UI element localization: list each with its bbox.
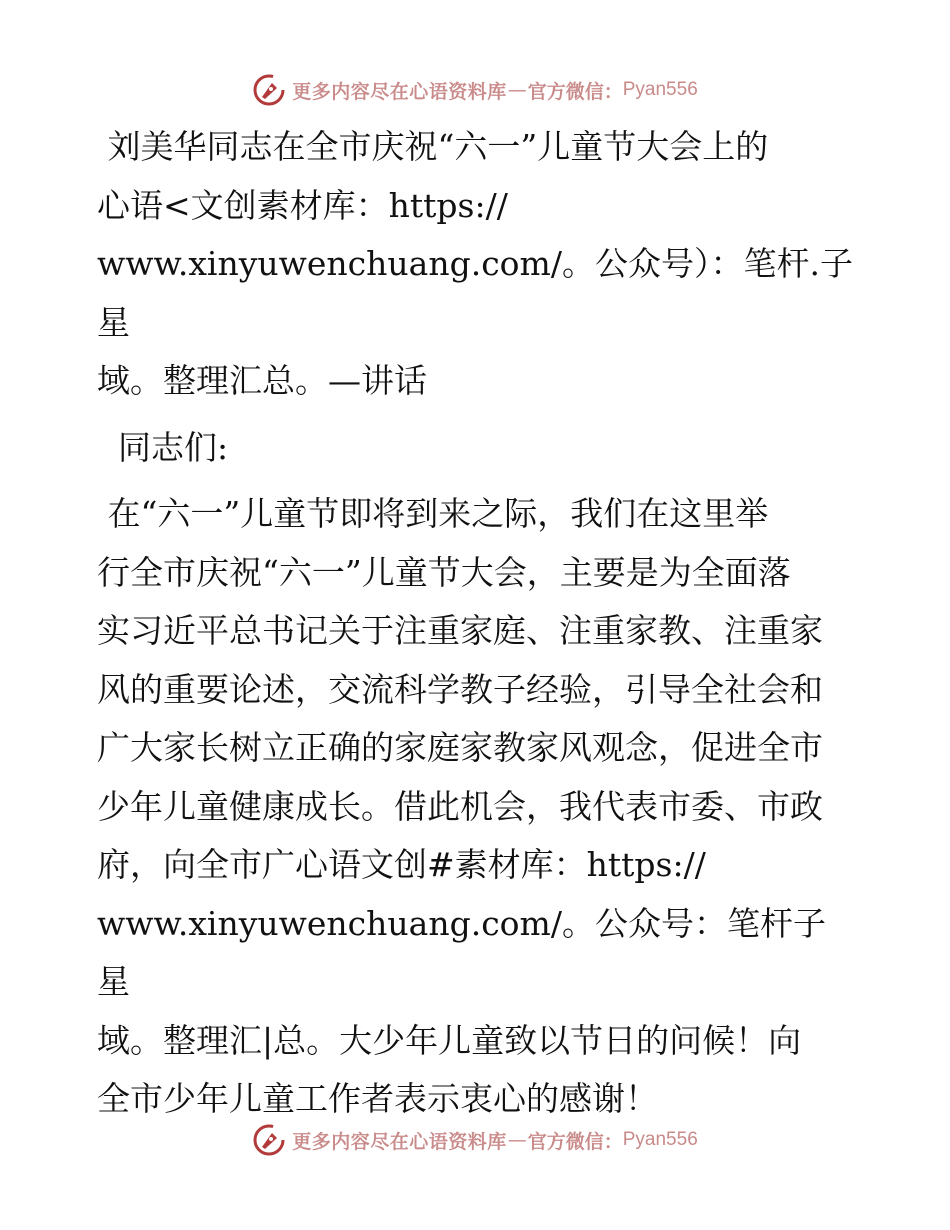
paragraph-line: www.xinyuwenchuang.com/。公众号：笔杆子星: [97, 903, 826, 1001]
title-line: www.xinyuwenchuang.com/。公众号）：笔杆.子星: [97, 244, 853, 342]
header-banner-official: 官方微信：: [527, 80, 623, 103]
footer-banner-dash: —: [507, 1129, 527, 1151]
paragraph-line: 实习近平总书记关于注重家庭、注重家教、注重家: [97, 611, 823, 650]
pen-nib-circle-icon: [252, 1123, 286, 1157]
paragraph-line: 域。整理汇|总。大少年儿童致以节日的问候！向: [97, 1020, 802, 1060]
document-body: [97, 118, 857, 1129]
paragraph-line: 少年儿童健康成长。借此机会，我代表市委、市政: [97, 786, 823, 826]
footer-banner-id: Pyan556: [622, 1129, 698, 1150]
paragraph-line: 广大家长树立正确的家庭家教家风观念，促进全市: [97, 728, 823, 767]
title-line: 域。整理汇总。—讲话: [97, 361, 427, 400]
pen-nib-circle-icon: [252, 73, 286, 107]
paragraph-line: 全市少年儿童工作者表示衷心的感谢！: [97, 1079, 658, 1118]
salutation: 同志们:: [97, 427, 229, 467]
title-line: 心语<文创素材库：https://: [97, 185, 508, 225]
header-banner-text: 更多内容尽在心语资料库: [292, 80, 507, 103]
paragraph-line: 风的重要论述，交流科学教子经验，引导全社会和: [97, 669, 823, 709]
paragraph-line: 府，向全市广心语文创#素材库：https://: [97, 845, 706, 884]
footer-watermark-banner: [0, 1120, 950, 1160]
header-banner-dash: —: [507, 79, 527, 101]
paragraph-line: 在“六一”儿童节即将到来之际，我们在这里举: [97, 494, 769, 533]
header-watermark-banner: [0, 70, 950, 110]
paragraph-line: 行全市庆祝“六一”儿童节大会，主要是为全面落: [97, 552, 791, 592]
footer-banner-official: 官方微信：: [527, 1130, 623, 1153]
header-banner-id: Pyan556: [622, 79, 698, 100]
title-line: 刘美华同志在全市庆祝“六一”儿童节大会上的: [97, 127, 769, 166]
footer-banner-text: 更多内容尽在心语资料库: [292, 1130, 507, 1153]
